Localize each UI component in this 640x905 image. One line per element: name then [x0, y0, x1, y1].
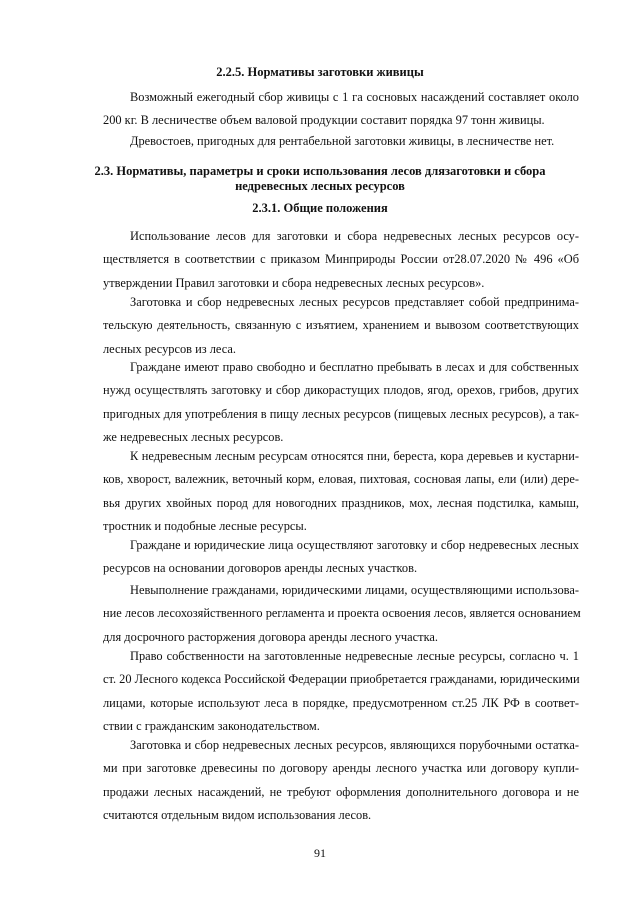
text-line: тростник и подобные лесные ресурсы. — [103, 519, 307, 534]
paragraph-5 — [103, 534, 579, 581]
text-line: ми при заготовке древесины по договору аренды лесного участка или договору купли- — [103, 761, 579, 776]
text-line: тельскую деятельность, связанную с изъятием, хранением и вывозом соответствующих — [103, 318, 579, 333]
text-line: же недревесных лесных ресурсов. — [103, 430, 284, 445]
text-line: лесных ресурсов из леса. — [103, 341, 236, 356]
paragraph-no-stands — [103, 130, 579, 153]
heading-2-3-line2: недревесных лесных ресурсов — [235, 179, 405, 193]
text-line: Древостоев, пригодных для рентабельной заготовки живицы, в лесничестве нет. — [130, 134, 555, 148]
text-line: Граждане имеют право свободно и бесплатно пребывать в лесах и для собственных — [130, 360, 579, 374]
heading-2-3-1: 2.3.1. Общие положения — [252, 201, 388, 215]
text-line: Право собственности на заготовленные недревесные лесные ресурсы, согласно ч. 1 — [130, 649, 579, 663]
paragraph-4 — [103, 445, 579, 539]
text-line: пригодных для употребления в пищу лесных ресурсов (пищевых лесных ресурсов), а так- — [103, 406, 579, 421]
text-line: ществляется в соответствии с приказом Минприроды России от28.07.2020 № 496 «Об — [103, 252, 579, 267]
text-line: ст. 20 Лесного кодекса Российской Федерации приобретается гражданами, юридическими — [103, 672, 580, 687]
text-line: продажи лесных насаждений, не требуют оформления дополнительного договора и не — [103, 784, 579, 799]
text-line: Заготовка и сбор недревесных лесных ресурсов, являющихся порубочными остатка- — [130, 738, 579, 752]
paragraph-7 — [103, 645, 579, 739]
paragraph-3 — [103, 356, 579, 450]
paragraph-2 — [103, 291, 579, 361]
text-line: К недревесным лесным ресурсам относятся пни, береста, кора деревьев и кустарни- — [130, 449, 579, 463]
heading-2-2-5: 2.2.5. Нормативы заготовки живицы — [216, 65, 424, 79]
text-line: Заготовка и сбор недревесных лесных ресурсов представляет собой предпринима- — [130, 295, 579, 309]
text-line: Возможный ежегодный сбор живицы с 1 га сосновых насаждений составляет около — [130, 90, 579, 104]
paragraph-8 — [103, 734, 579, 828]
text-line: Использование лесов для заготовки и сбора недревесных лесных ресурсов осу- — [130, 229, 579, 243]
text-line: для досрочного расторжения договора аренды лесного участка. — [103, 629, 439, 644]
paragraph-resin-yield — [103, 86, 579, 133]
text-line: 200 кг. В лесничестве объем валовой продукции составит порядка 97 тонн живицы. — [103, 113, 545, 128]
text-line: ресурсов на основании договоров аренды лесных участков. — [103, 561, 418, 576]
text-line: ствии с гражданским законодательством. — [103, 719, 320, 734]
text-line: ков, хворост, валежник, веточный корм, еловая, пихтовая, сосновая лапы, ели (или) дере- — [103, 472, 579, 487]
page-number: 91 — [314, 846, 326, 860]
text-line: ние лесов лесохозяйственного регламента и проекта освоения лесов, является основанием — [103, 606, 581, 621]
text-line: нужд осуществлять заготовку и сбор дикорастущих плодов, ягод, орехов, грибов, других — [103, 383, 579, 398]
text-line: вья других хвойных пород для новогодних праздников, мох, лесная подстилка, камыш, — [103, 495, 579, 510]
text-line: считаются отдельным видом использования лесов. — [103, 808, 372, 823]
text-line: Граждане и юридические лица осуществляют заготовку и сбор недревесных лесных — [130, 538, 579, 552]
text-line: лицами, которые используют леса в порядке, предусмотренном ст.25 ЛК РФ в соответ- — [103, 695, 579, 710]
paragraph-6 — [103, 579, 579, 649]
text-line: Невыполнение гражданами, юридическими лицами, осуществляющими использова- — [130, 583, 579, 597]
heading-2-3-line1: 2.3. Нормативы, параметры и сроки использования лесов длязаготовки и сбора — [94, 164, 546, 178]
paragraph-1 — [103, 225, 579, 295]
text-line: утверждении Правил заготовки и сбора недревесных лесных ресурсов». — [103, 275, 485, 290]
